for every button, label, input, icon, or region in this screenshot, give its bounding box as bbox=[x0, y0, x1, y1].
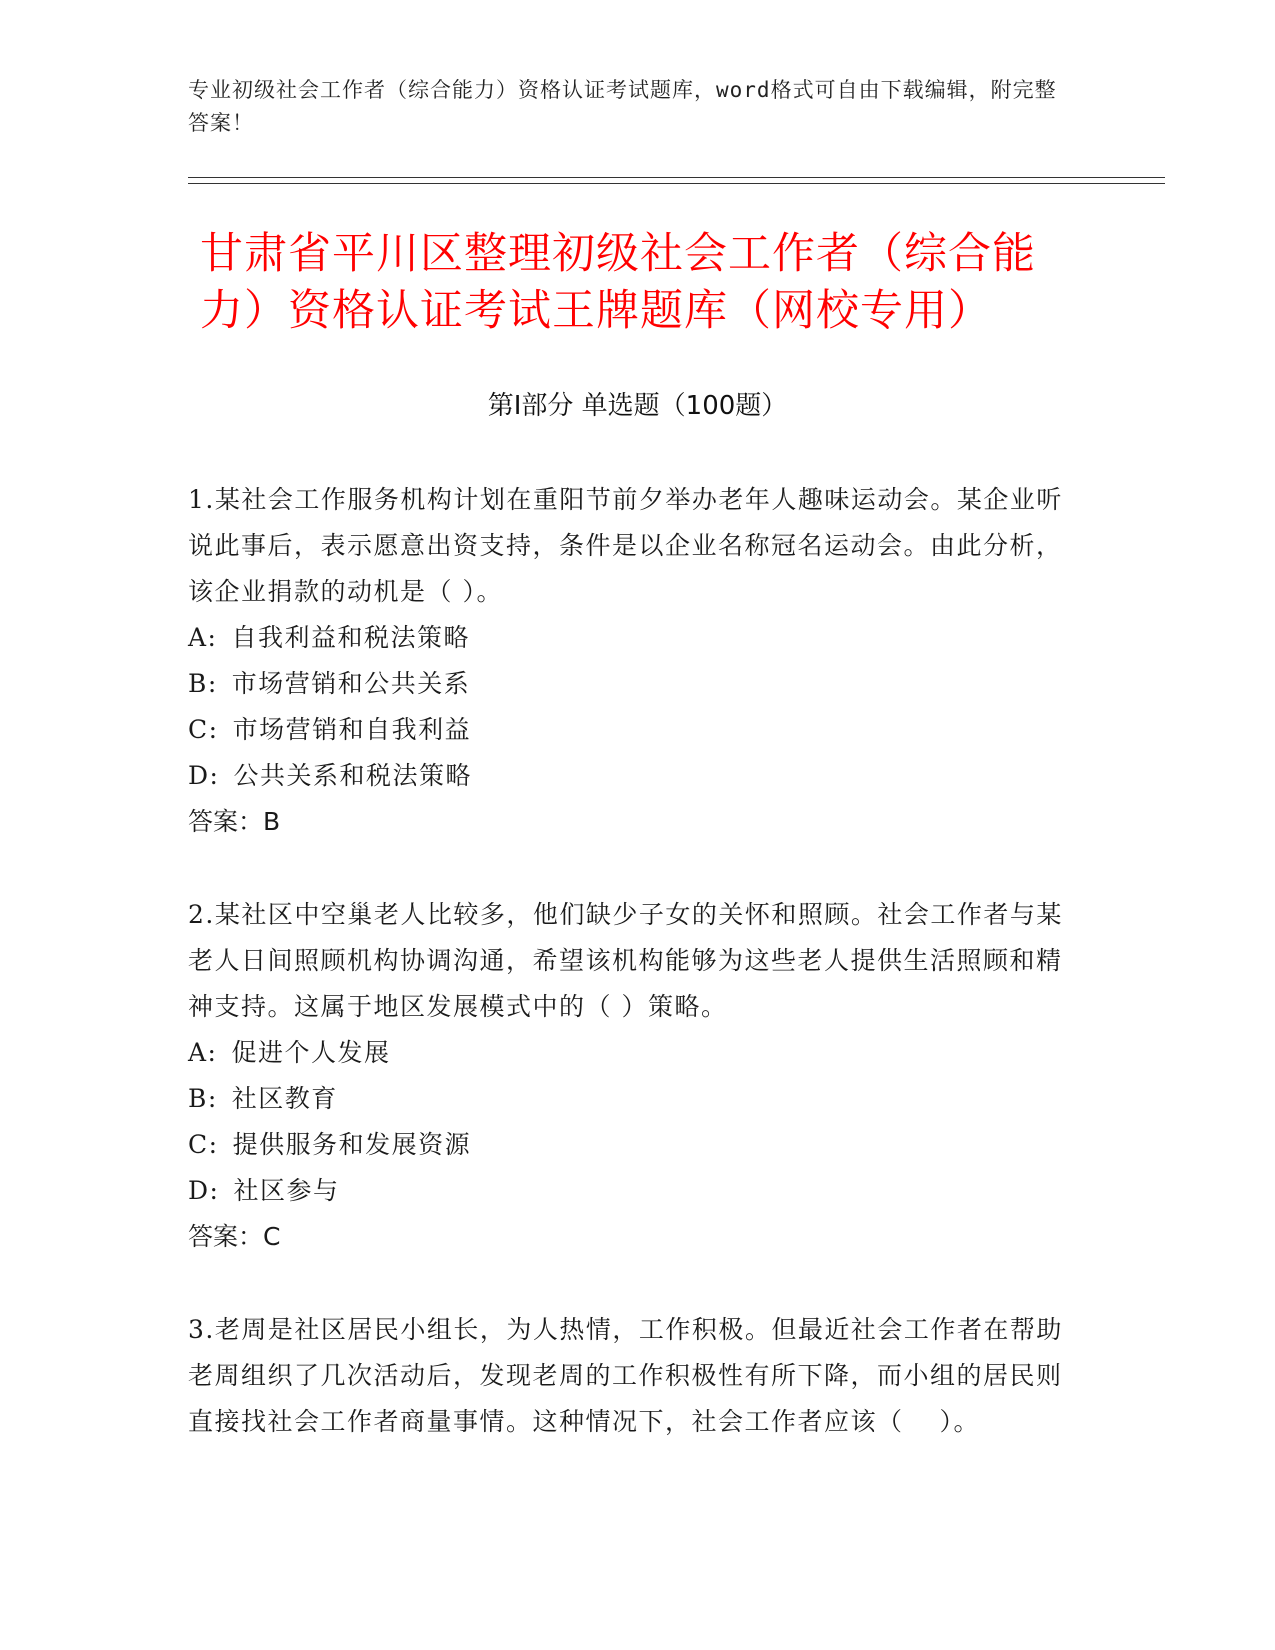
option-text: 自我利益和税法策略 bbox=[231, 623, 470, 652]
option-letter: A: bbox=[188, 1038, 218, 1067]
option-text: 公共关系和税法策略 bbox=[233, 761, 472, 790]
option-letter: B: bbox=[188, 1084, 218, 1113]
question-3 bbox=[188, 1307, 1068, 1445]
option-d bbox=[188, 1168, 1068, 1214]
option-text: 促进个人发展 bbox=[231, 1038, 391, 1067]
option-c bbox=[188, 1122, 1068, 1168]
option-letter: C: bbox=[188, 1130, 219, 1159]
header-divider-bottom bbox=[188, 183, 1165, 184]
question-list bbox=[188, 477, 1068, 1492]
option-text: 社区参与 bbox=[233, 1176, 340, 1205]
option-letter: D: bbox=[188, 761, 220, 790]
question-1 bbox=[188, 477, 1068, 845]
option-b bbox=[188, 1076, 1068, 1122]
option-text: 市场营销和自我利益 bbox=[232, 715, 472, 744]
option-text: 市场营销和公共关系 bbox=[231, 669, 471, 698]
header-note: 专业初级社会工作者（综合能力）资格认证考试题库，word格式可自由下载编辑，附完整答案！ bbox=[188, 78, 1057, 135]
option-text: 提供服务和发展资源 bbox=[232, 1130, 472, 1159]
option-c bbox=[188, 707, 1068, 753]
section-title: 第Ⅰ部分 单选题（100题） bbox=[487, 391, 788, 421]
option-b bbox=[188, 661, 1068, 707]
question-stem: 3.老周是社区居民小组长，为人热情，工作积极。但最近社会工作者在帮助老周组织了几次活动后，发现老周的工作积极性有所下降，而小组的居民则直接找社会工作者商量事情。这种情况下，社会工作者应该（ ）。 bbox=[188, 1315, 1063, 1436]
option-a bbox=[188, 1030, 1068, 1076]
header-divider-top bbox=[188, 177, 1165, 178]
option-text: 社区教育 bbox=[231, 1084, 338, 1113]
answer-label: 答案：B bbox=[188, 807, 281, 836]
option-letter: B: bbox=[188, 669, 218, 698]
question-stem: 2.某社区中空巢老人比较多，他们缺少子女的关怀和照顾。社会工作者与某老人日间照顾机构协调沟通，希望该机构能够为这些老人提供生活照顾和精神支持。这属于地区发展模式中的（ ）策略。 bbox=[188, 900, 1063, 1021]
option-d bbox=[188, 753, 1068, 799]
option-letter: A: bbox=[188, 623, 218, 652]
option-letter: C: bbox=[188, 715, 219, 744]
document-title: 甘肃省平川区整理初级社会工作者（综合能力）资格认证考试王牌题库（网校专用） bbox=[200, 229, 1036, 336]
question-stem: 1.某社会工作服务机构计划在重阳节前夕举办老年人趣味运动会。某企业听说此事后，表示愿意出资支持，条件是以企业名称冠名运动会。由此分析，该企业捐款的动机是（ ）。 bbox=[188, 485, 1063, 606]
option-a bbox=[188, 615, 1068, 661]
question-2 bbox=[188, 892, 1068, 1260]
option-letter: D: bbox=[188, 1176, 220, 1205]
answer-label: 答案：C bbox=[188, 1222, 281, 1251]
